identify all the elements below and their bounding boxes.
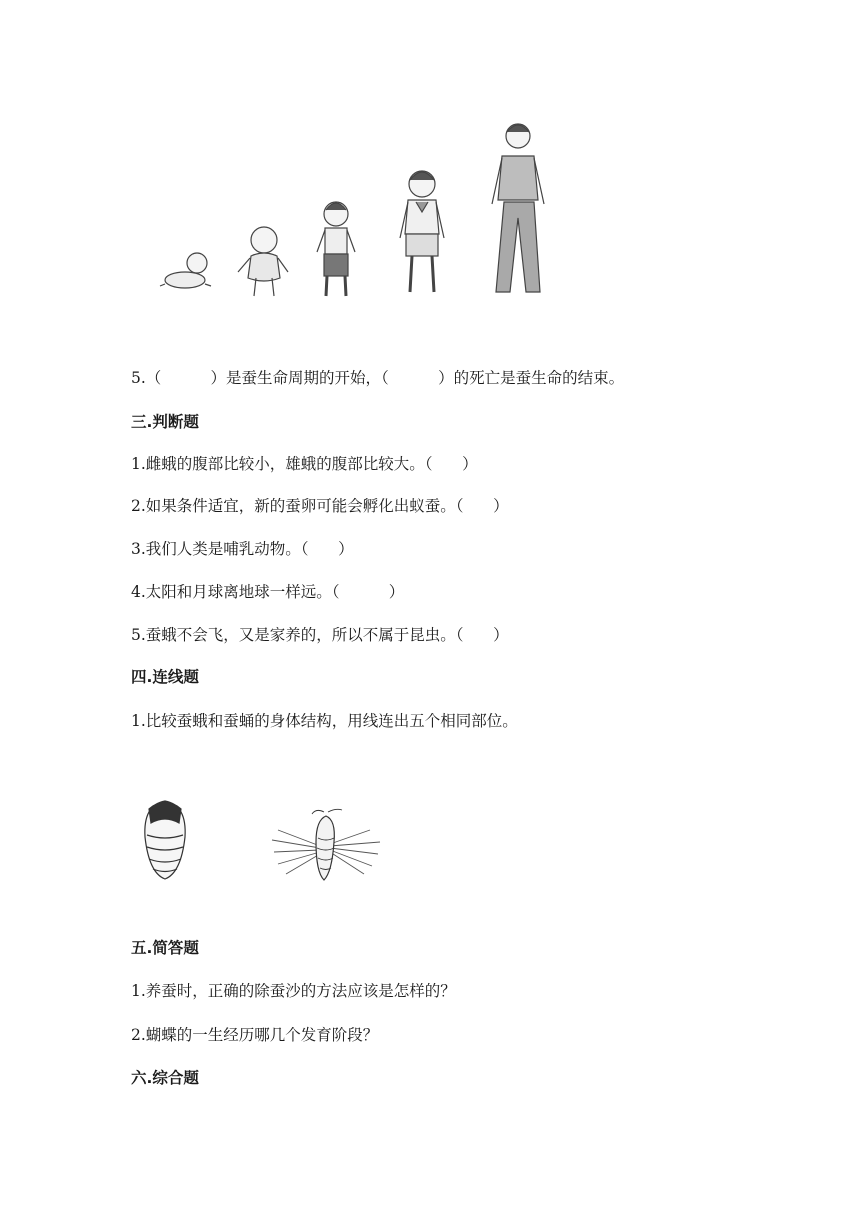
section-6-title: 六.综合题 bbox=[131, 1069, 199, 1087]
section-5-title: 五.简答题 bbox=[131, 939, 199, 957]
judge-item-4: 4.太阳和月球离地球一样远。（ ） bbox=[131, 583, 405, 601]
silkworm-moth-icon bbox=[270, 808, 385, 888]
match-item-1: 1.比较蚕蛾和蚕蛹的身体结构，用线连出五个相同部位。 bbox=[131, 712, 518, 730]
short-answer-item-1: 1.养蚕时，正确的除蚕沙的方法应该是怎样的？ bbox=[131, 982, 456, 1000]
judge-item-2: 2.如果条件适宜，新的蚕卵可能会孵化出蚁蚕。（ ） bbox=[131, 497, 509, 515]
judge-item-5: 5.蚕蛾不会飞，又是家养的，所以不属于昆虫。（ ） bbox=[131, 626, 509, 644]
question-fill-5: 5.（ ）是蚕生命周期的开始，（ ）的死亡是蚕生命的结束。 bbox=[131, 369, 625, 387]
silkworm-pupa-icon bbox=[135, 795, 195, 885]
section-4-title: 四.连线题 bbox=[131, 668, 199, 686]
section-3-title: 三.判断题 bbox=[131, 413, 199, 431]
judge-item-3: 3.我们人类是哺乳动物。（ ） bbox=[131, 540, 354, 558]
judge-item-1: 1.雌蛾的腹部比较小，雄蛾的腹部比较大。（ ） bbox=[131, 455, 478, 473]
human-growth-stages-icon bbox=[150, 118, 570, 308]
short-answer-item-2: 2.蝴蝶的一生经历哪几个发育阶段？ bbox=[131, 1026, 379, 1044]
